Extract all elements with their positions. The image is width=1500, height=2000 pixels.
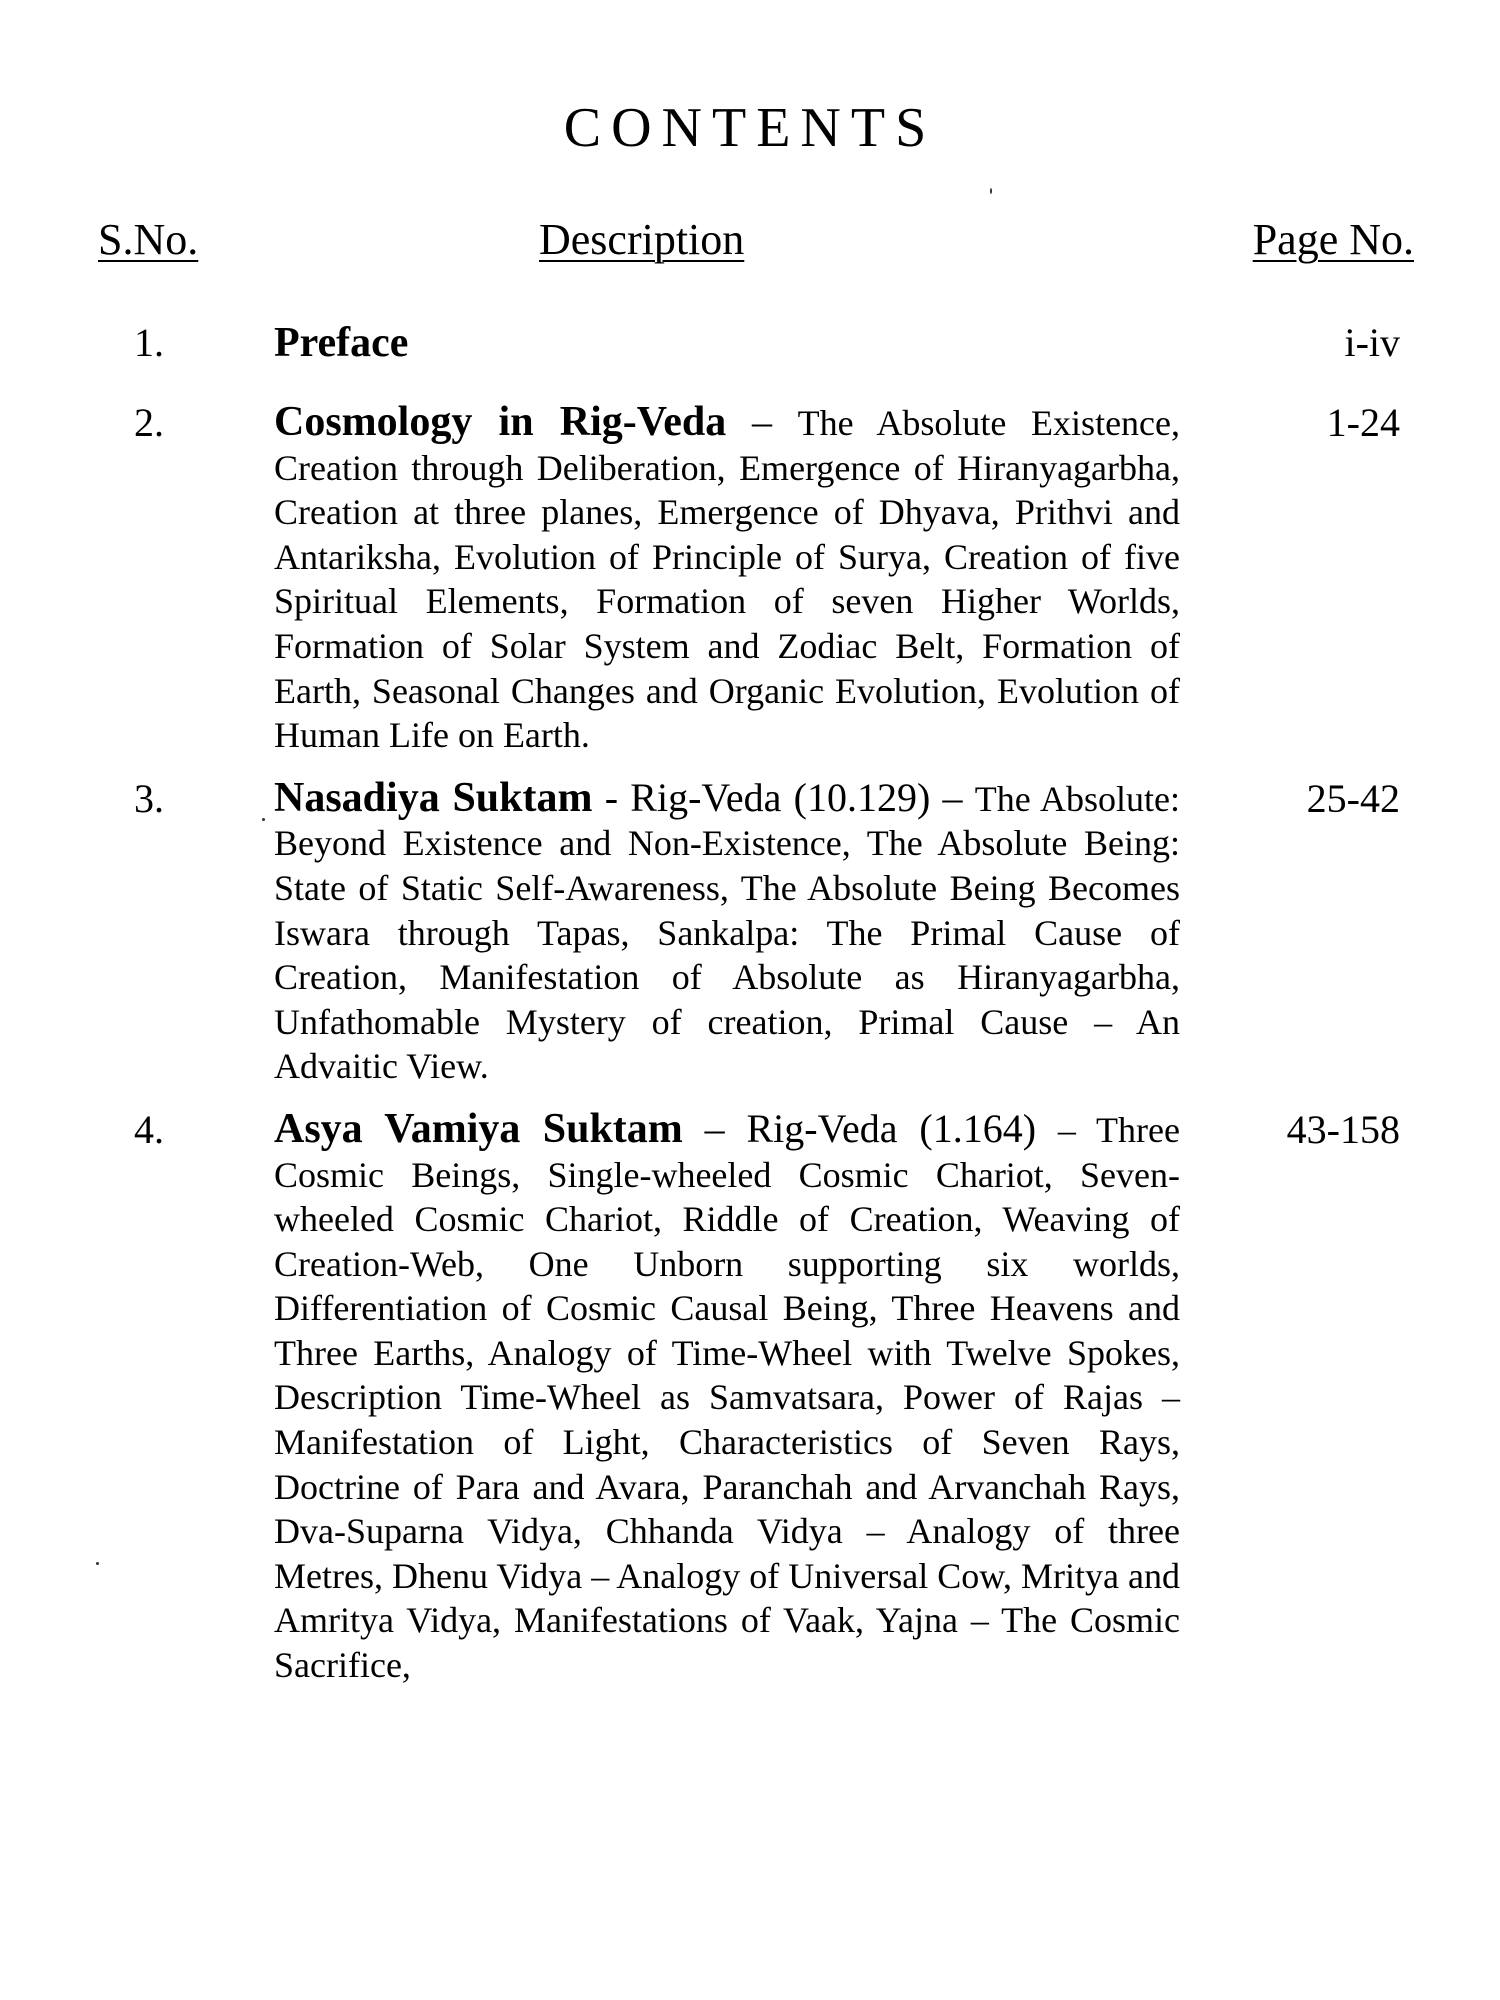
entry-body [274,320,1180,367]
header-serial-number: S.No. [98,215,199,264]
contents-list [0,320,1500,1706]
entry-body [274,776,1180,1089]
entry-title: Asya Vamiya Suktam [274,1105,683,1152]
entry-separator: – [726,399,798,444]
scan-speck [96,1562,99,1565]
contents-entry [0,1107,1500,1688]
entry-page-range: 25-42 [1306,775,1400,821]
scan-speck [990,188,992,194]
entry-number: 3. [134,775,164,821]
entry-title: Nasadiya Suktam [274,774,593,821]
entry-page-range: i-iv [1344,320,1400,365]
entry-title: Preface [274,320,409,366]
entry-page-range: 43-158 [1286,1106,1400,1152]
entry-description: The Absolute Existence, Creation through Deliberation, Emergence of Hiranyagarbha, Creation at three planes, Emergence of Dhyava, Prithvi and Antariksha, Evolution of Principle of Surya, Creation of five Spiritual Elements, Formation of seven Higher Worlds, Formation of Solar System and Zodiac Belt, Formation of Earth, Seasonal Changes and Organic Evolution, Evolution of Human Life on Earth. [274,403,1181,756]
entry-number: 4. [134,1106,164,1152]
entry-separator: – Rig-Veda (1.164) [682,1105,1058,1151]
header-page-number: Page No. [1252,215,1414,264]
contents-entry [0,320,1500,382]
entry-description: The Absolute: Beyond Existence and Non-Existence, The Absolute Being: State of Static Self-Awareness, The Absolute Being Becomes Iswara through Tapas, Sankalpa: The Primal Cause of Creation, Manifestation of Absolute as Hiranyagarbha, Unfathomable Mystery of creation, Primal Cause – An Advaitic View. [274,778,1180,1087]
scan-speck [262,818,265,821]
entry-body [274,1107,1180,1688]
entry-body [274,400,1180,758]
entry-separator: - Rig-Veda (10.129) – [592,774,975,820]
contents-entry [0,776,1500,1089]
page-title: CONTENTS [563,97,937,159]
entry-number: 2. [134,400,164,445]
contents-entry [0,400,1500,758]
entry-number: 1. [134,320,164,365]
entry-page-range: 1-24 [1326,400,1400,445]
entry-title: Cosmology in Rig-Veda [274,399,727,445]
header-description: Description [539,215,745,264]
entry-description: – Three Cosmic Beings, Single-wheeled Cosmic Chariot, Seven-wheeled Cosmic Chariot, Riddle of Creation, Weaving of Creation-Web, One Unborn supporting six worlds, Differentiation of Cosmic Causal Being, Three Heavens and Three Earths, Analogy of Time-Wheel with Twelve Spokes, Description Time-Wheel as Samvatsara, Power of Rajas – Manifestation of Light, Characteristics of Seven Rays, Doctrine of Para and Avara, Paranchah and Arvanchah Rays, Dva-Suparna Vidya, Chhanda Vidya – Analogy of three Metres, Dhenu Vidya – Analogy of Universal Cow, Mritya and Amritya Vidya, Manifestations of Vaak, Yajna – The Cosmic Sacrifice, [274,1109,1180,1686]
